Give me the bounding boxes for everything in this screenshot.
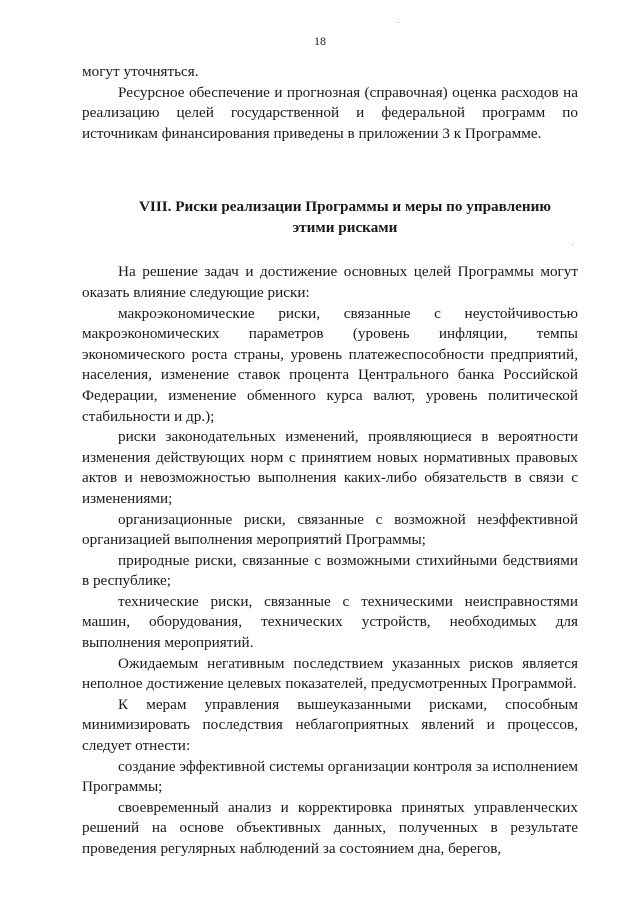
paragraph-technical-risks: технические риски, связанные с техническими неисправностями машин, оборудования, технических устройств, необходимых для выполнения мероприятий. [82,592,578,652]
scan-speck [398,22,399,23]
spacer [82,238,578,262]
document-body [82,62,578,860]
paragraph-legislative-risks: риски законодательных изменений, проявляющиеся в вероятности изменения действующих норм с принятием новых нормативных правовых актов и невозможностью выполнения каких-либо обязательств в связи с изменениями; [82,428,578,507]
section-heading-line-1: VIII. Риски реализации Программы и меры по управлению [138,198,552,216]
paragraph-intro-1: могут уточняться. [82,63,199,80]
paragraph-risk-measures: К мерам управления вышеуказанными рисками, способным минимизировать последствия неблагоприятных явлений и процессов, следует отнести: [82,695,578,755]
paragraph-intro-2: Ресурсное обеспечение и прогнозная (справочная) оценка расходов на реализацию целей государственной и федеральной программ по источникам финансирования приведены в приложении 3 к Программе. [82,83,578,142]
spacer [82,144,578,196]
paragraph-organizational-risks: организационные риски, связанные с возможной неэффективной организацией выполнения мероприятий Программы; [82,510,578,549]
section-heading [82,196,578,238]
paragraph-natural-risks: природные риски, связанные с возможными стихийными бедствиями в республике; [82,551,578,590]
paragraph-risks-intro: На решение задач и достижение основных целей Программы могут оказать влияние следующие риски: [82,263,578,301]
paragraph-expected-consequence: Ожидаемым негативным последствием указанных рисков является неполное достижение целевых показателей, предусмотренных Программой. [82,654,578,693]
paragraph-timely-analysis: своевременный анализ и корректировка принятых управленческих решений на основе объективных данных, полученных в результате проведения регулярных наблюдений за состоянием дна, берегов, [82,798,578,857]
paragraph-macroeconomic-risks: макроэкономические риски, связанные с неустойчивостью макроэкономических параметров (уровень инфляции, темпы экономического роста страны, уровень платежеспособности предприятий, населения, изменение ставок процента Центрального банка Российской Федерации, изменение обменного курса валют, уровень политической стабильности и др.); [82,304,578,425]
page-number: 18 [314,34,326,48]
paragraph-control-system: создание эффективной системы организации контроля за исполнением Программы; [82,757,578,796]
section-heading-line-2: этими рисками [292,219,398,237]
